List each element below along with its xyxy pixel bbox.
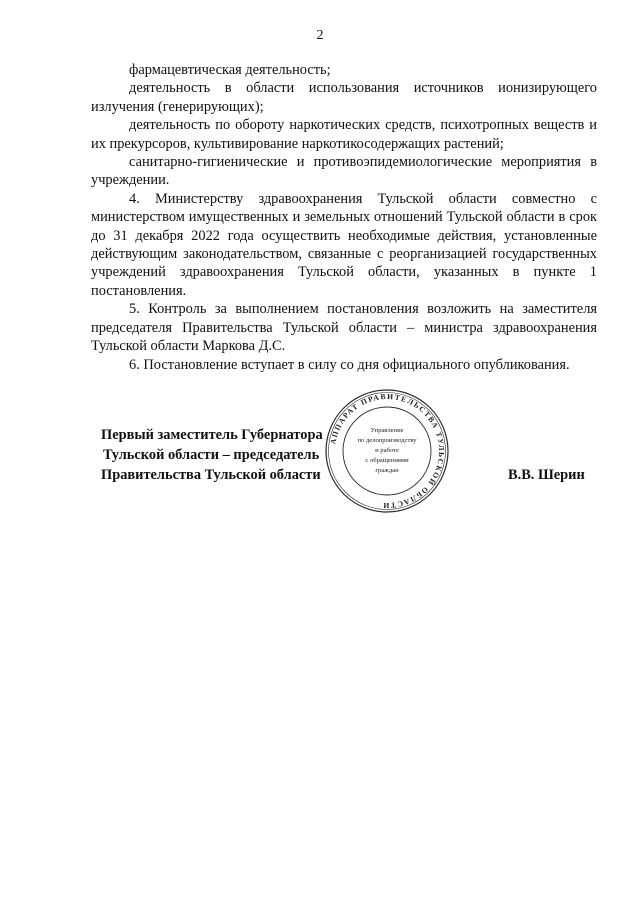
official-stamp — [324, 388, 450, 514]
page-number: 2 — [316, 28, 324, 43]
stamp-ring-text: АППАРАТ ПРАВИТЕЛЬСТВА ТУЛЬСКОЙ ОБЛАСТИ — [328, 391, 447, 511]
stamp-center-line-4: с обращениями — [365, 457, 409, 464]
stamp-center-line-1: Управление — [370, 427, 404, 434]
stamp-center-line-2: по делопроизводству — [357, 437, 417, 444]
paragraph-ionizing-radiation: деятельность в области использования источников ионизирующего излучения (генерирующих); — [91, 80, 597, 115]
signatory-title-line-1: Первый заместитель Губернатора — [101, 427, 323, 443]
paragraph-sanitary: санитарно-гигиенические и противоэпидемиологические мероприятия в учреждении. — [91, 154, 597, 189]
paragraph-item-4: 4. Министерству здравоохранения Тульской области совместно с министерством имущественных и земельных отношений Тульской области в срок до 31 декабря 2022 года осуществить необходимые действия, установленные действующим законодательством, связанные с реорганизацией государственных учреждений здравоохранения Тульской области, указанных в пункте 1 постановления. — [91, 190, 597, 299]
paragraph-pharmaceutical: фармацевтическая деятельность; — [129, 62, 331, 78]
signatory-title-line-3: Правительства Тульской области — [101, 467, 321, 483]
paragraph-narcotics: деятельность по обороту наркотических средств, психотропных веществ и их прекурсоров, культивирование наркотикосодержащих растений; — [91, 117, 597, 152]
signatory-name: В.В. Шерин — [508, 467, 585, 483]
stamp-center-line-3: и работе — [375, 447, 399, 454]
paragraph-item-5: 5. Контроль за выполнением постановления возложить на заместителя председателя Правительства Тульской области – министра здравоохранения Тульской области Маркова Д.С. — [91, 301, 597, 355]
paragraph-item-6: 6. Постановление вступает в силу со дня официального опубликования. — [129, 356, 570, 373]
signatory-title-line-2: Тульской области – председатель — [103, 447, 320, 463]
document-body — [91, 61, 597, 374]
stamp-center-line-5: граждан — [375, 467, 399, 474]
